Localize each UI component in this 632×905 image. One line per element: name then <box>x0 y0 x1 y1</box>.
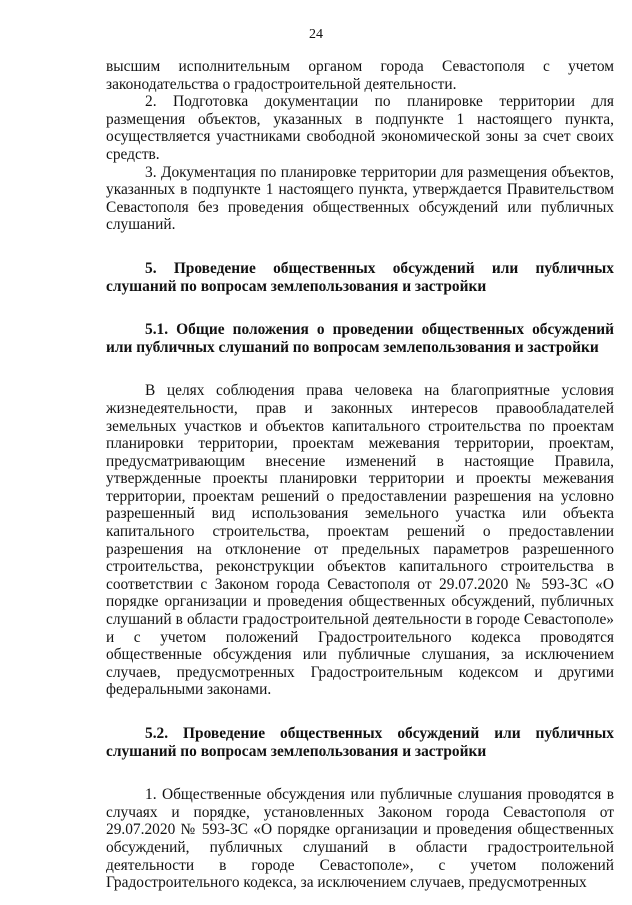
paragraph-5-2-item-1: 1. Общественные обсуждения или публичные слушания проводятся в случаях и порядке, установленных Законом города Севастополя от 29.07.2020 № 593-ЗС «О порядке организации и проведения общественных обсуждений, публичных слушаний в области градостроительной деятельности в городе Севастополе», с учетом положений Градостроительного кодекса, за исключением случаев, предусмотренных <box>106 786 614 892</box>
paragraph-item-2: 2. Подготовка документации по планировке территории для размещения объектов, указанных в подпункте 1 настоящего пункта, осуществляется участниками свободной экономической зоны за счет своих средств. <box>106 93 614 163</box>
page-content <box>106 58 614 892</box>
page-number: 24 <box>309 27 323 42</box>
subsection-heading-5-1: 5.1. Общие положения о проведении общественных обсуждений или публичных слушаний по вопросам землепользования и застройки <box>106 321 614 356</box>
subsection-heading-5-2: 5.2. Проведение общественных обсуждений или публичных слушаний по вопросам землепользования и застройки <box>106 725 614 760</box>
paragraph-5-1-body: В целях соблюдения права человека на благоприятные условия жизнедеятельности, прав и законных интересов правообладателей земельных участков и объектов капитального строительства по проектам планировки территории, проектам межевания территории, проектам, предусматривающим внесение изменений в настоящие Правила, утвержденные проекты планировки территории и проекты межевания территории, проектам решений о предоставлении разрешения на условно разрешенный вид использования земельного участка или объекта капитального строительства, проектам решений о предоставлении разрешения на отклонение от предельных параметров разрешенного строительства, реконструкции объектов капитального строительства в соответствии с Законом города Севастополя от 29.07.2020 № 593-ЗС «О порядке организации и проведения общественных обсуждений, публичных слушаний в области градостроительной деятельности в городе Севастополе» и с учетом положений Градостроительного кодекса проводятся общественные обсуждения или публичные слушания, за исключением случаев, предусмотренных Градостроительным кодексом и другими федеральными законами. <box>106 382 614 699</box>
paragraph-item-3: 3. Документация по планировке территории для размещения объектов, указанных в подпункте 1 настоящего пункта, утверждается Правительством Севастополя без проведения общественных обсуждений или публичных слушаний. <box>106 163 614 234</box>
section-heading-5: 5. Проведение общественных обсуждений или публичных слушаний по вопросам землепользования и застройки <box>106 259 614 295</box>
paragraph-continuation: высшим исполнительным органом города Севастополя с учетом законодательства о градостроительной деятельности. <box>106 58 614 93</box>
